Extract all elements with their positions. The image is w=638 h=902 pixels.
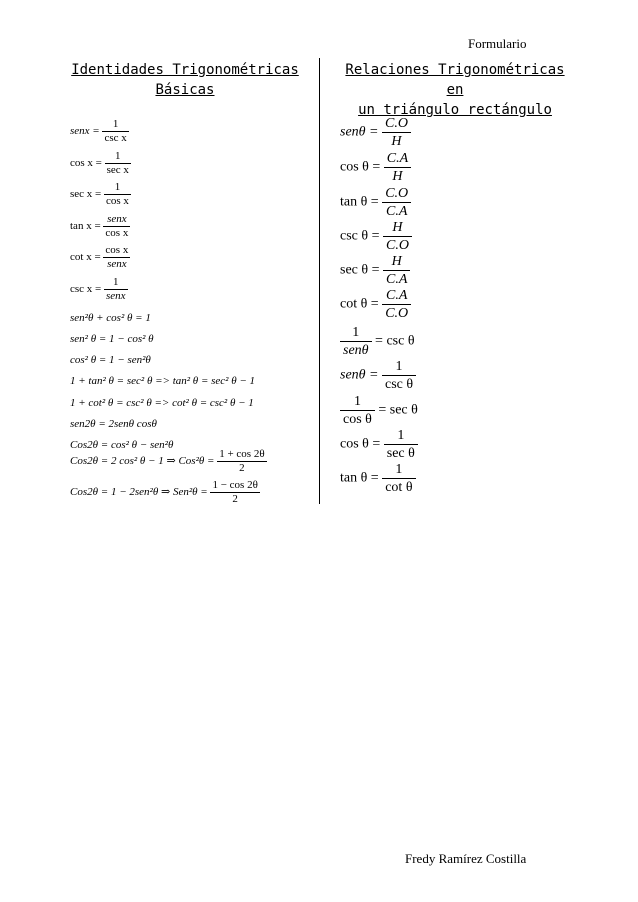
identity-cos-squared: cos² θ = 1 − sen²θ	[70, 354, 151, 366]
formula-senx: senx = $\frac{1}{\text{csc x}}$	[70, 118, 127, 144]
footer-author: Fredy Ramírez Costilla	[405, 851, 527, 866]
formula-cotx: cot x = $\frac{\text{cos x}}{\text{senx}}$	[70, 244, 129, 270]
identity-sen-half-angle: Cos2θ = 1 − 2sen²θ ⇒ Sen²θ = $\frac{1 - \cos 2\theta}{2}$	[70, 479, 258, 505]
reciprocal-one-over-cos: $\frac{1}{\text{cos θ}}$ = sec θ	[340, 393, 418, 428]
relation-cot: cot θ = $\frac{C.A}{C.O}$	[340, 287, 411, 322]
reciprocal-tan: tan θ = $\frac{1}{\text{cot θ}}$	[340, 461, 416, 496]
reciprocal-sen: senθ = $\frac{1}{\text{csc θ}}$	[340, 358, 416, 393]
formula-tanx: tan x = $\frac{\text{senx}}{\text{cos x}}$	[70, 213, 129, 239]
identity-sen-double: sen2θ = 2senθ cosθ	[70, 418, 157, 430]
identity-tan-sec: 1 + tan² θ = sec² θ => tan² θ = sec² θ − 1	[70, 375, 256, 387]
formula-cscx: csc x = $\frac{1}{\text{senx}}$	[70, 276, 126, 302]
relation-sec: sec θ = $\frac{H}{C.A}$	[340, 253, 410, 288]
left-column-title	[60, 60, 310, 100]
formula-secx: sec x = $\frac{1}{\text{cos x}}$	[70, 181, 129, 207]
right-title-line2: un triángulo rectángulo	[358, 102, 552, 118]
right-column-title	[335, 60, 575, 120]
relation-tan: tan θ = $\frac{C.O}{C.A}$	[340, 185, 411, 220]
identity-pythagorean: sen²θ + cos² θ = 1	[70, 312, 151, 324]
left-title-line1: Identidades Trigonométricas	[71, 62, 299, 78]
left-title-line2: Básicas	[155, 82, 215, 98]
column-divider	[319, 58, 320, 504]
formula-cosx: cos x = $\frac{1}{\text{sec x}}$	[70, 150, 129, 176]
identity-cos-double: Cos2θ = cos² θ − sen²θ	[70, 439, 174, 451]
header-title: Formulario	[468, 36, 527, 51]
right-title-line1: Relaciones Trigonométricas en	[345, 62, 565, 98]
relation-csc: csc θ = $\frac{H}{C.O}$	[340, 219, 412, 254]
relation-cos: cos θ = $\frac{C.A}{H}$	[340, 150, 411, 185]
relation-sen: senθ = $\frac{C.O}{H}$	[340, 115, 411, 150]
identity-cos-half-angle: Cos2θ = 2 cos² θ − 1 ⇒ Cos²θ = $\frac{1 + \cos 2\theta}{2}$	[70, 448, 265, 474]
identity-sen-squared: sen² θ = 1 − cos² θ	[70, 333, 154, 345]
identity-cot-csc: 1 + cot² θ = csc² θ => cot² θ = csc² θ − 1	[70, 397, 254, 409]
reciprocal-cos: cos θ = $\frac{1}{\text{sec θ}}$	[340, 427, 418, 462]
reciprocal-one-over-sen: $\frac{1}{\text{senθ}}$ = csc θ	[340, 324, 415, 359]
